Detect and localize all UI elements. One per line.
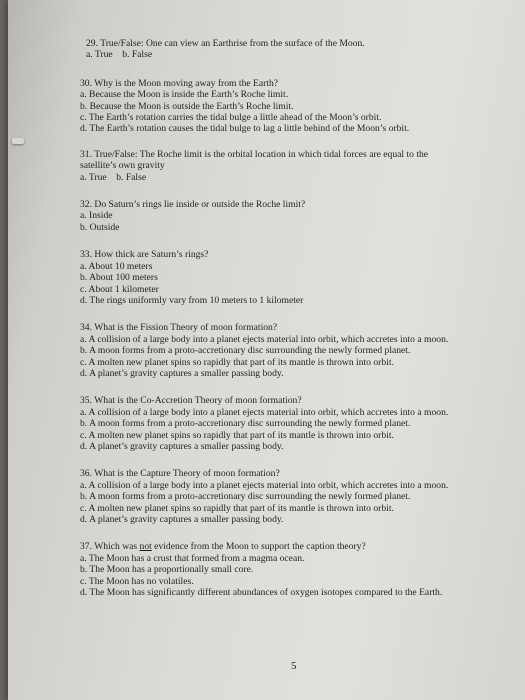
question-30-option-c: c. The Earth’s rotation carries the tidal bulge a little ahead of the Moon’s orbit. [80,112,382,124]
question-34-option-b: b. A moon forms from a proto-accretionary disc surrounding the newly formed planet. [80,345,411,357]
question-37-option-d: d. The Moon has significantly different abundances of oxygen isotopes compared to the Earth. [80,587,443,599]
question-35-option-c: c. A molten new planet spins so rapidly that part of its mantle is thrown into orbit. [80,429,394,441]
worksheet-page [8,0,525,700]
question-32-option-b: b. Outside [80,221,120,233]
question-32 [80,199,510,233]
question-35-option-a: a. A collision of a large body into a planet ejects material into orbit, which accretes into a moon. [80,406,449,418]
question-37-option-a: a. The Moon has a crust that formed from a magma ocean. [80,552,305,564]
question-37-option-c: c. The Moon has no volatiles. [80,575,194,587]
question-33-option-a: a. About 10 meters [80,260,153,272]
question-33-option-d: d. The rings uniformly vary from 10 meters to 1 kilometer [80,294,304,306]
question-31-text: 31. True/False: The Roche limit is the orbital location in which tidal forces are equal to the [80,148,429,160]
question-33 [80,249,510,306]
question-29-options: a. True b. False [86,49,153,61]
question-31 [80,149,510,183]
question-35-option-b: b. A moon forms from a proto-accretionary disc surrounding the newly formed planet. [80,418,411,430]
question-34-option-c: c. A molten new planet spins so rapidly that part of its mantle is thrown into orbit. [80,356,394,368]
question-37 [80,541,510,598]
question-37-option-b: b. The Moon has a proportionally small core. [80,564,254,576]
question-29-text: 29. True/False: One can view an Earthrise from the surface of the Moon. [86,38,365,49]
question-36 [80,468,510,525]
question-35-text: 35. What is the Co-Accretion Theory of moon formation? [80,395,302,407]
question-36-option-a: a. A collision of a large body into a planet ejects material into orbit, which accretes into a moon. [80,479,449,491]
question-34-option-a: a. A collision of a large body into a planet ejects material into orbit, which accretes into a moon. [80,333,449,345]
question-29 [80,38,510,61]
question-32-option-a: a. Inside [80,210,113,222]
question-31-options: a. True b. False [80,171,147,183]
question-35-option-d: d. A planet’s gravity captures a smaller passing body. [80,440,284,452]
question-33-option-b: b. About 100 meters [80,272,158,284]
question-30-option-a: a. Because the Moon is inside the Earth’s Roche limit. [80,89,289,101]
question-31-text-cont: satellite’s own gravity [80,160,165,172]
question-37-text-pre: 37. Which was [80,541,140,553]
question-30 [80,78,510,135]
question-30-option-d: d. The Earth’s rotation causes the tidal bulge to lag a little behind of the Moon’s orbit. [80,123,410,135]
question-36-text: 36. What is the Capture Theory of moon formation? [80,468,280,480]
question-32-text: 32. Do Saturn’s rings lie inside or outside the Roche limit? [80,199,306,211]
question-34 [80,322,510,379]
question-list [80,38,510,598]
question-37-text-post: evidence from the Moon to support the caption theory? [151,541,366,553]
question-33-option-c: c. About 1 kilometer [80,283,159,295]
question-36-option-b: b. A moon forms from a proto-accretionary disc surrounding the newly formed planet. [80,491,411,503]
question-30-text: 30. Why is the Moon moving away from the Earth? [80,77,279,89]
question-37-text [80,541,510,552]
staple [12,138,24,144]
question-33-text: 33. How thick are Saturn’s rings? [80,249,209,261]
question-35 [80,395,510,452]
page-number: 5 [291,660,297,672]
question-36-option-d: d. A planet’s gravity captures a smaller passing body. [80,514,284,525]
question-36-option-c: c. A molten new planet spins so rapidly that part of its mantle is thrown into orbit. [80,502,394,514]
question-34-text: 34. What is the Fission Theory of moon formation? [80,322,278,334]
question-34-option-d: d. A planet’s gravity captures a smaller passing body. [80,367,284,379]
question-30-option-b: b. Because the Moon is outside the Earth’s Roche limit. [80,100,294,112]
question-37-underlined-word: not [139,541,152,553]
